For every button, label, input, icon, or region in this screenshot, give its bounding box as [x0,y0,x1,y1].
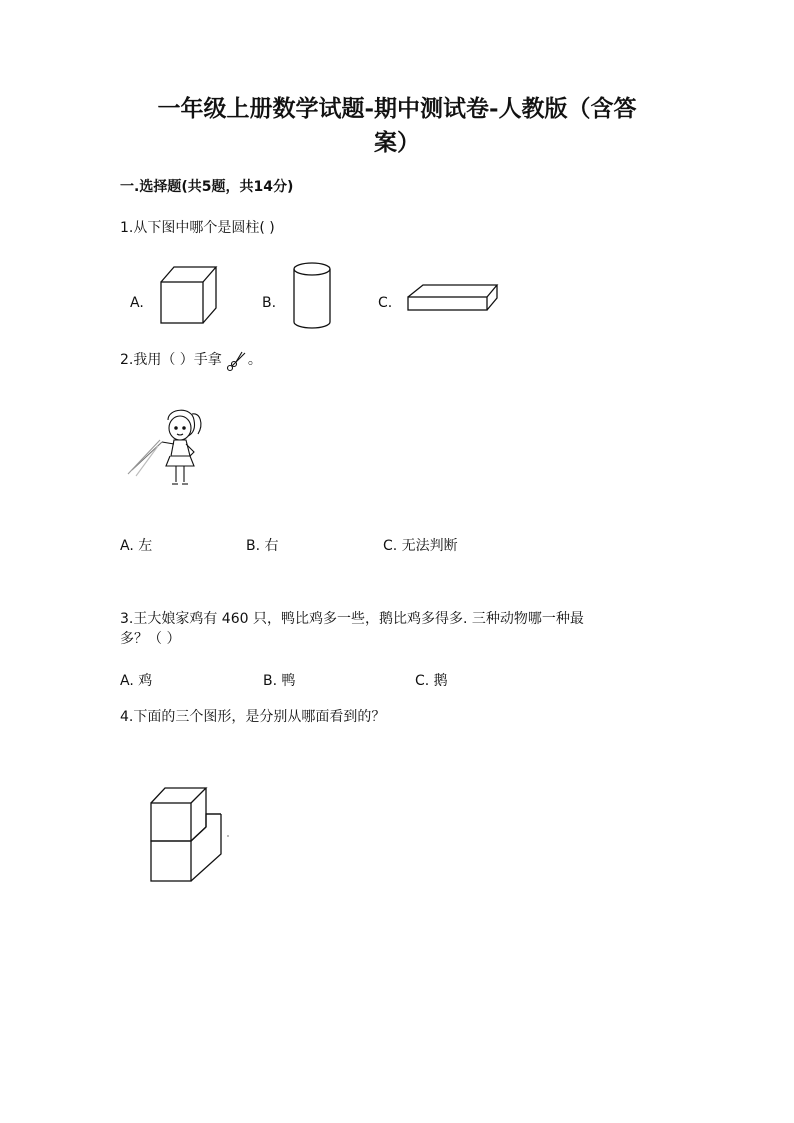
title-line-2: 案） [374,129,420,156]
page-title [120,92,674,160]
q2-option-a: A. 左 [120,538,153,554]
q2-option-b: B. 右 [246,538,279,554]
section-heading: 一.选择题(共5题，共14分) [120,179,294,195]
q3-option-b: B. 鸭 [263,673,296,689]
question-2-prefix: 2.我用（ ）手拿 [120,352,222,368]
q1-option-c-label: C. [378,295,393,311]
question-3-line-2: 多？（ ） [120,631,181,647]
question-4-text: 4.下面的三个图形，是分别从哪面看到的？ [120,709,386,725]
q2-option-c: C. 无法判断 [383,538,458,554]
title-line-1: 一年级上册数学试题-期中测试卷-人教版（含答 [157,95,637,122]
question-2-suffix: 。 [247,352,262,368]
q1-option-a-label: A. [130,295,144,311]
cylinder-figure [292,262,332,330]
cube-figure [160,266,218,324]
q3-option-a: A. 鸡 [120,673,153,689]
flat-box-figure [405,283,500,313]
question-2-text [120,350,262,372]
scissors-icon [226,350,248,372]
question-1-text: 1.从下图中哪个是圆柱( ) [120,220,275,236]
stacked-cubes-figure [148,786,232,884]
q1-option-b-label: B. [262,295,277,311]
girl-with-scissors-illustration [124,404,210,490]
q3-option-c: C. 鹅 [415,673,448,689]
question-3-line-1: 3.王大娘家鸡有 460 只，鸭比鸡多一些，鹅比鸡多得多. 三种动物哪一种最 [120,611,584,627]
